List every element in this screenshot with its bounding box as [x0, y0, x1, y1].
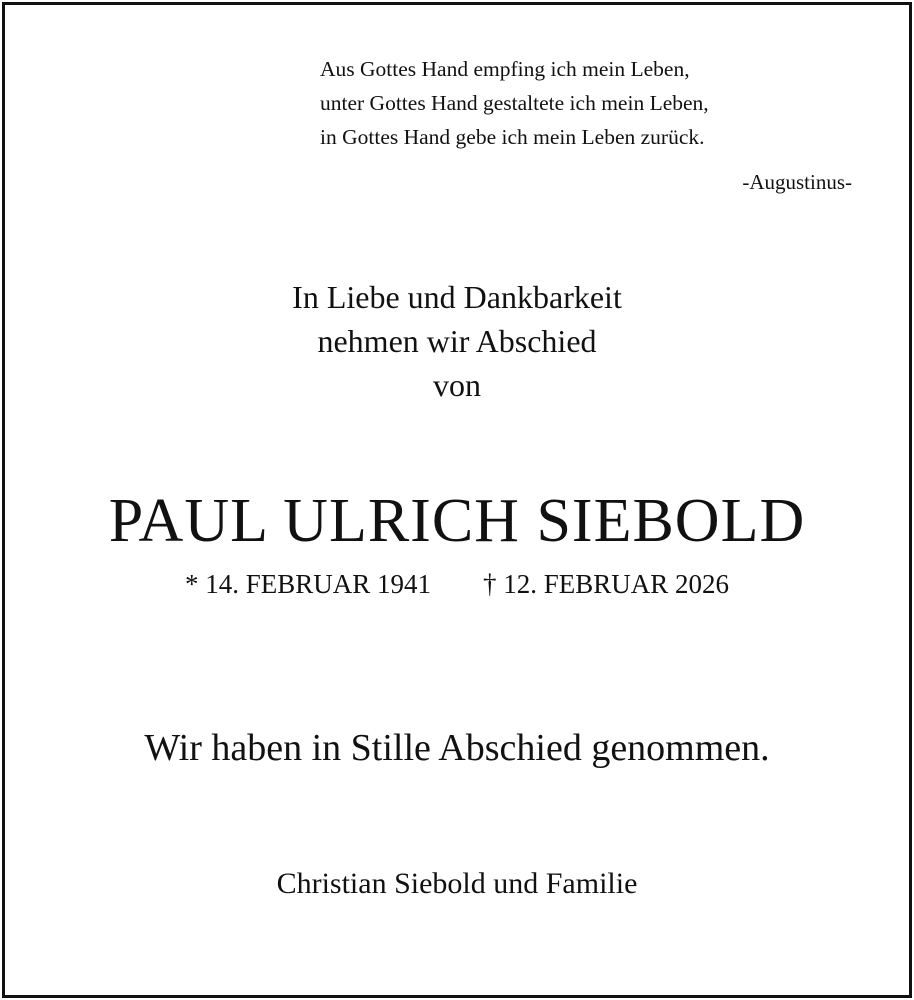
life-dates	[0, 564, 914, 604]
intro-line-1: In Liebe und Dankbarkeit	[292, 279, 622, 315]
intro-text	[0, 275, 914, 407]
quote-line-3: in Gottes Hand gebe ich mein Leben zurück.	[320, 125, 705, 149]
quote-line-1: Aus Gottes Hand empfing ich mein Leben,	[320, 57, 690, 81]
deceased-name: PAUL ULRICH SIEBOLD	[108, 487, 806, 555]
bible-quote	[320, 52, 709, 154]
birth-date: * 14. FEBRUAR 1941	[184, 569, 431, 599]
intro-line-3: von	[433, 367, 481, 403]
intro-line-2: nehmen wir Abschied	[317, 323, 597, 359]
quote-author: -Augustinus-	[742, 170, 852, 194]
farewell-text: Wir haben in Stille Abschied genommen.	[144, 727, 770, 769]
death-date: † 12. FEBRUAR 2026	[483, 569, 730, 599]
quote-line-2: unter Gottes Hand gestaltete ich mein Leben,	[320, 91, 709, 115]
family-signature: Christian Siebold und Familie	[276, 867, 638, 900]
